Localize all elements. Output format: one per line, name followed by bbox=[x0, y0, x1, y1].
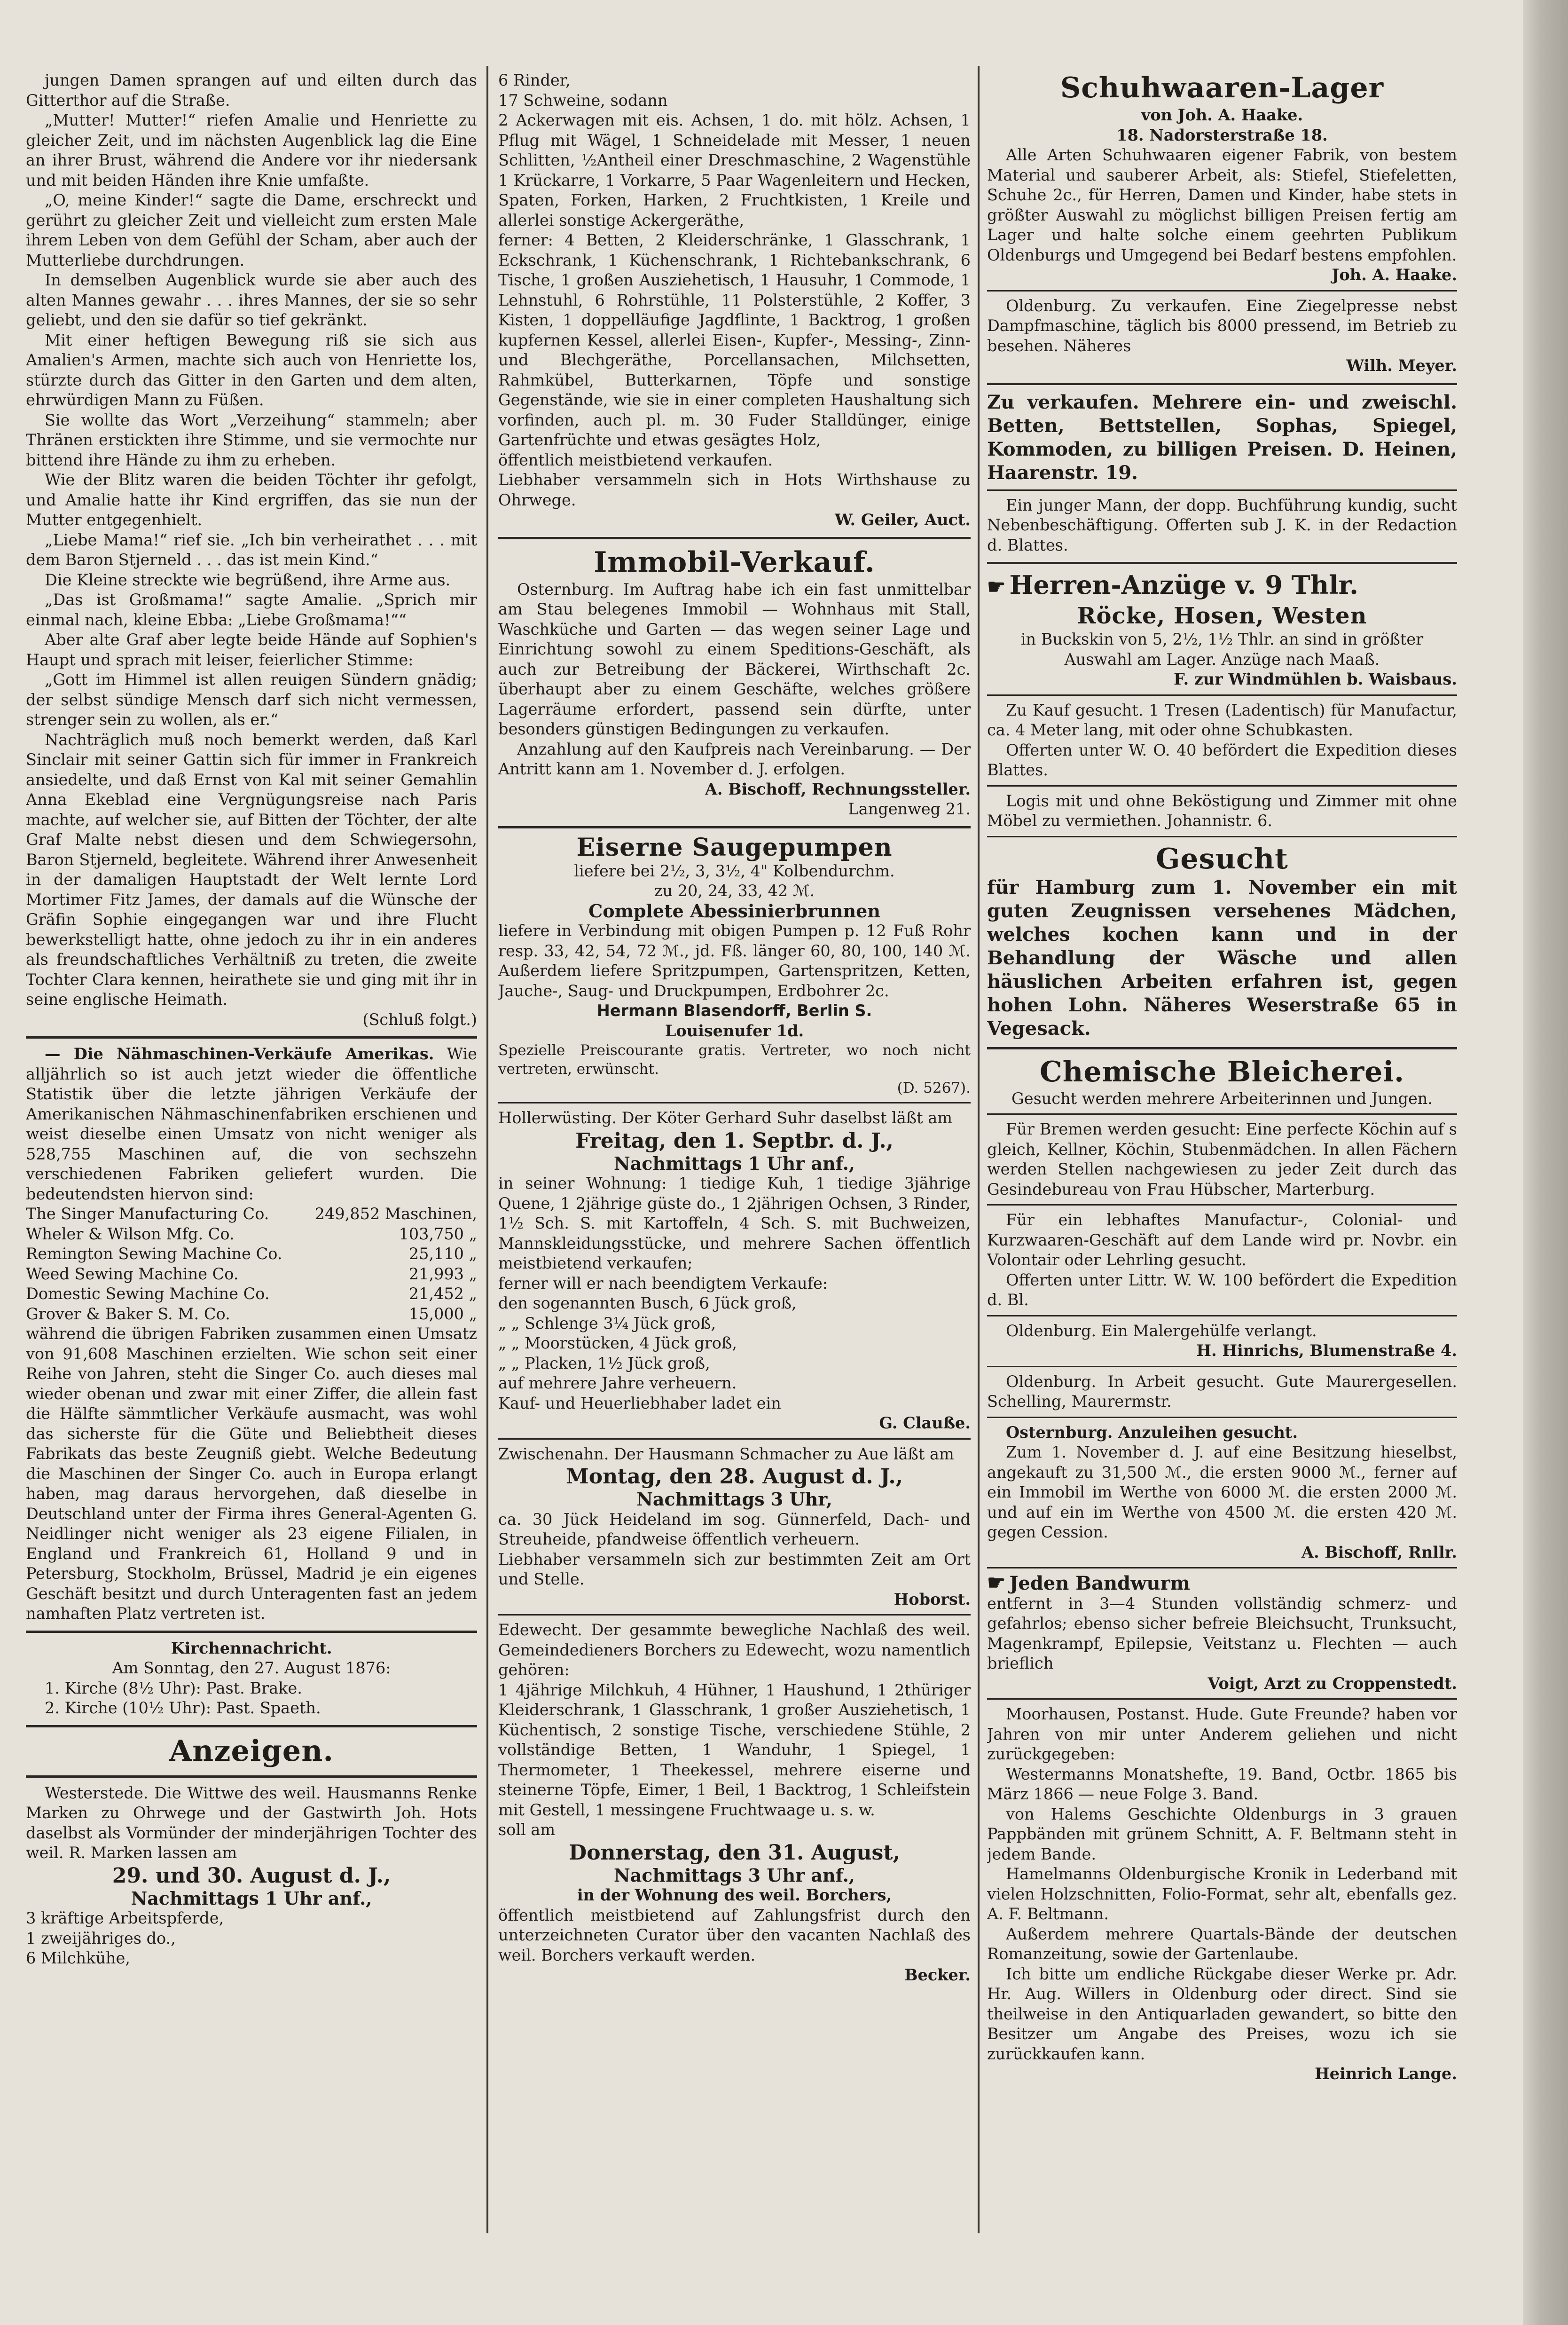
hollerwuesting-items: in seiner Wohnung: 1 tiedige Kuh, 1 tiedige 3jährige Quene, 1 2jährige güste do., 1 2jährigen Ochsen, 3 Rinder, 1½ Sch. S. mit Kartoffeln, 4 Sch. S. mit Buchweizen, Mannskleidungsstücke, und mehrere Sachen öffentlich meistbietend verkaufen; ferner will er nach beendigtem Verkaufe: den sogenannten Busch, 6 Jück groß, „ „ Schlenge 3¼ Jück groß, „ „ Moorstücken, 4 Jück groß, „ „ Placken, 1½ Jück groß, auf mehrere Jahre verheuern. Kauf- und Heuerliebhaber ladet ein bbox=[498, 1174, 971, 1412]
bandwurm-text: entfernt in 3—4 Stunden vollständig schmerz- und gefahrlos; ebenso sicher befreie Bleichsucht, Trunksucht, Magenkrampf, Epilepsie, Veitstanz u. Flechten — auch brieflich bbox=[987, 1594, 1457, 1672]
edewecht-text: Edewecht. Der gesammte bewegliche Nachlaß des weil. Gemeindedieners Borchers zu Edewecht, wozu namentlich gehören: 1 4jährige Milchkuh, 4 Hühner, 1 Haushund, 1 2thüriger Kleiderschrank, 1 Glasschrank, 1 großer Ausziehetisch, 1 Küchentisch, 2 sonstige Tische, verschiedene Stühle, 2 vollständige Betten, 1 Wanduhr, 1 Spiegel, 1 Thermometer, 1 Theekessel, mehrere eiserne und steinerne Töpfe, Eimer, 1 Beil, 1 Backtrog, 1 Schleifstein mit Gestell, 1 messingene Fruchtwaage u. s. w. soll am bbox=[498, 1621, 971, 1839]
bandwurm-heading bbox=[987, 1573, 1457, 1594]
westerstede-time: Nachmittags 1 Uhr anf., bbox=[131, 1887, 372, 1909]
westerstede-text: Westerstede. Die Wittwe des weil. Hausmanns Renke Marken zu Ohrwege und der Gastwirth Joh. Hots daselbst als Vormünder der minderjährigen Tochter des weil. R. Marken lassen am bbox=[26, 1783, 477, 1862]
hollerwuesting-date: Freitag, den 1. Septbr. d. J., bbox=[575, 1128, 894, 1153]
herren-heading bbox=[987, 570, 1457, 602]
story-text bbox=[26, 71, 477, 1010]
divider bbox=[987, 562, 1457, 564]
haake-signature: Joh. A. Haake. bbox=[1332, 266, 1457, 284]
story-paragraph: Die Kleine streckte wie begrüßend, ihre Arme aus. bbox=[45, 570, 451, 589]
maker-name: Remington Sewing Machine Co. bbox=[26, 1245, 282, 1263]
lange-signature: Heinrich Lange. bbox=[1315, 2065, 1457, 2083]
sewing-table-row bbox=[26, 1244, 477, 1264]
manuf-ad: Für ein lebhaftes Manufactur-, Colonial- und Kurzwaaren-Geschäft auf dem Lande wird pr. Novbr. ein Volontair oder Lehrling gesucht. bbox=[987, 1211, 1457, 1269]
pointing-hand-icon: ☛ bbox=[987, 575, 1006, 599]
machine-count: 21,993 „ bbox=[408, 1264, 477, 1283]
column-2 bbox=[498, 71, 971, 2233]
machine-count: 103,750 „ bbox=[399, 1224, 477, 1243]
church-title: Kirchennachricht. bbox=[171, 1639, 332, 1657]
gesucht-text: für Hamburg zum 1. November ein mit guten Zeugnissen versehenes Mädchen, welches kochen kann und in der Behandlung der Wäsche und allen häuslichen Arbeiten erfahren ist, gegen hohen Lohn. Näheres Weserstraße 65 in Vegesack. bbox=[987, 876, 1457, 1040]
story-end: (Schluß folgt.) bbox=[362, 1010, 477, 1029]
edewecht-time: Nachmittags 3 Uhr anf., bbox=[613, 1864, 855, 1886]
immobil-text: Osternburg. Im Auftrag habe ich ein fast unmittelbar am Stau belegenes Immobil — Wohnhaus mit Stall, Waschküche und Garten — das wegen seiner Lage und Einrichtung sowohl zu einem Speditions-Geschäft, als auch zur Betreibung der Bäckerei, Wirthschaft 2c. überhaupt aber zu einem Geschäfte, welches größere Lagerräume erfordert, passend sein dürfte, unter besonders günstigen Bedingungen zu verkaufen. bbox=[498, 580, 971, 738]
ziegel-text: Oldenburg. Zu verkaufen. Eine Ziegelpresse nebst Dampfmaschine, täglich bis 8000 pressend, im Betrieb zu besehen. Näheres bbox=[987, 296, 1457, 355]
story-paragraph: Nachträglich muß noch bemerkt werden, daß Karl Sinclair mit seiner Gattin sich für immer in Frankreich ansiedelte, und daß Ernst von Kal mit seiner Gemahlin Anna Ekeblad eine Vergnügungsreise nach Paris machte, auf welcher sie, auf Bitten der Töchter, der alte Graf Malte nebst diesen und dem Schwiegersohn, Baron Stjerneld, begleitete. Während ihrer Anwesenheit in der damaligen Hauptstadt der Welt lernte Lord Mortimer Fitz James, der damals auf die Wünsche der Gräfin Sophie eingegangen war und ihre Flucht bewerkstelligt hatte, ohne jedoch zu ihr in ein anderes als freundschaftliches Verhältniß zu treten, die zweite Tochter Clara kennen, heirathete sie und ging mit ihr in seine englische Heimath. bbox=[26, 730, 477, 1009]
gesucht-heading: Gesucht bbox=[1156, 842, 1288, 875]
bischoff-signature: A. Bischoff, Rechnungssteller. bbox=[705, 780, 971, 798]
maker-name: The Singer Manufacturing Co. bbox=[26, 1205, 269, 1223]
divider bbox=[987, 694, 1457, 696]
clausse-signature: G. Clauße. bbox=[879, 1414, 971, 1432]
schuh-address: 18. Nadorsterstraße 18. bbox=[1116, 126, 1328, 144]
sewing-table-row bbox=[26, 1264, 477, 1285]
divider bbox=[987, 836, 1457, 837]
sewing-table-row bbox=[26, 1304, 477, 1324]
divider bbox=[987, 1204, 1457, 1206]
logis-ad: Logis mit und ohne Beköstigung und Zimmer mit ohne Möbel zu vermiethen. Johannistr. 6. bbox=[987, 791, 1457, 830]
auction-item: 1 zweijähriges do., bbox=[26, 1929, 176, 1947]
column-divider bbox=[486, 66, 488, 2233]
pointing-hand-icon: ☛ bbox=[987, 1571, 1006, 1595]
pump-code: (D. 5267). bbox=[897, 1080, 971, 1096]
edewecht-where: in der Wohnung des weil. Borchers, bbox=[577, 1886, 892, 1904]
divider bbox=[498, 537, 971, 539]
sewing-table-row bbox=[26, 1284, 477, 1304]
hoborst-signature: Hoborst. bbox=[894, 1590, 971, 1608]
zwischenahn-items: ca. 30 Jück Heideland im sog. Günnerfeld, Dach- und Streuheide, pfandweise öffentlich verheuern. Liebhaber versammeln sich zur bestimmten Zeit am Ort und Stelle. bbox=[498, 1510, 971, 1588]
divider bbox=[987, 1315, 1457, 1316]
column-divider bbox=[978, 66, 980, 2233]
pump-footer: Spezielle Preiscourante gratis. Vertreter, wo noch nicht vertreten, erwünscht. bbox=[498, 1042, 971, 1078]
immobil-payment: Anzahlung auf den Kaufpreis nach Vereinbarung. — Der Antritt kann am 1. November d. J. erfolgen. bbox=[498, 740, 971, 778]
bischoff2-signature: A. Bischoff, Rnllr. bbox=[1301, 1543, 1457, 1561]
zwischenahn-time: Nachmittags 3 Uhr, bbox=[636, 1489, 832, 1510]
story-paragraph: Aber alte Graf aber legte beide Hände auf Sophien's Haupt und sprach mit leiser, feierlicher Stimme: bbox=[26, 631, 477, 669]
moor-text: Westermanns Monatshefte, 19. Band, Octbr. 1865 bis März 1866 — neue Folge 3. Band. bbox=[987, 1765, 1457, 1803]
story-paragraph: Sie wollte das Wort „Verzeihung“ stammeln; aber Thränen erstickten ihre Stimme, und sie vermochte nur bittend ihre Hände zu ihm zu erheben. bbox=[26, 410, 477, 469]
schuh-von: von Joh. A. Haake. bbox=[1141, 106, 1303, 124]
edewecht-date: Donnerstag, den 31. August, bbox=[569, 1840, 900, 1865]
immobil-heading: Immobil-Verkauf. bbox=[594, 545, 875, 579]
divider bbox=[987, 785, 1457, 787]
divider bbox=[987, 1047, 1457, 1049]
voigt-signature: Voigt, Arzt zu Croppenstedt. bbox=[1207, 1674, 1457, 1693]
bleich-heading: Chemische Bleicherei. bbox=[1039, 1055, 1405, 1088]
kauf-text-2: Offerten unter W. O. 40 befördert die Expedition dieses Blattes. bbox=[987, 741, 1457, 779]
maurer-ad: Oldenburg. In Arbeit gesucht. Gute Maurergesellen. Schelling, Maurermstr. bbox=[987, 1372, 1457, 1411]
manuf-ad-2: Offerten unter Littr. W. W. 100 befördert die Expedition d. Bl. bbox=[987, 1270, 1457, 1309]
column-3 bbox=[987, 71, 1457, 2233]
divider bbox=[987, 489, 1457, 491]
auction-items: 6 Rinder, 17 Schweine, sodann 2 Ackerwagen mit eis. Achsen, 1 do. mit hölz. Achsen, 1 Pflug mit Wägel, 1 Schneidelade mit Messer, 1 neuen Schlitten, ½Antheil einer Dreschmaschine, 2 Wagenstühle 1 Krückarre, 1 Vorkarre, 5 Paar Wagenleitern und Hecken, Spaten, Forken, Harken, 2 Fruchtkisten, 1 Kreile und allerlei sonstige Ackergeräthe, ferner: 4 Betten, 2 Kleiderschränke, 1 Glasschrank, 1 Eckschrank, 1 Küchenschrank, 1 Richtebankschrank, 6 Tische, 1 großen Ausziehetisch, 1 Hausuhr, 1 Commode, 1 Lehnstuhl, 6 Rohrstühle, 11 Polsterstühle, 2 Koffer, 3 Kisten, 1 doppelläufige Jagdflinte, 1 Backtrog, 1 großen kupfernen Kessel, allerlei Eisen-, Kupfer-, Messing-, Zinn- und Blechgeräthe, Porcellansachen, Milchsetten, Rahmkübel, Butterkarnen, Töpfe und sonstige Gegenstände, wie sie in einer completen Haushaltung sich vorfinden, auch pl. m. 30 Fuder Stalldünger, einige Gartenfrüchte und etwas gesägtes Holz, öffentlich meistbietend verkaufen. Liebhaber versammeln sich in Hots Wirthshause zu Ohrwege. bbox=[498, 71, 971, 509]
auction-item: 6 Milchkühe, bbox=[26, 1949, 130, 1967]
story-paragraph: „Das ist Großmama!“ sagte Amalie. „Sprich mir einmal nach, kleine Ebba: „Liebe Großmama!““ bbox=[26, 591, 477, 629]
pump-heading: Eiserne Saugepumpen bbox=[576, 833, 893, 862]
machine-count: 25,110 „ bbox=[408, 1245, 477, 1263]
bandwurm-title: Jeden Bandwurm bbox=[1009, 1572, 1190, 1594]
herren-text: in Buckskin von 5, 2½, 1½ Thlr. an sind in größter Auswahl am Lager. Anzüge nach Maaß. bbox=[1020, 630, 1424, 669]
windmuehlen-signature: F. zur Windmühlen b. Waisbaus. bbox=[1174, 670, 1457, 688]
pump-text: liefere in Verbindung mit obigen Pumpen p. 12 Fuß Rohr resp. 33, 42, 54, 72 ℳ., jd. Fß. länger 60, 80, 100, 140 ℳ. Außerdem liefere Spritzpumpen, Gartenspritzen, Ketten, Jauche-, Saug- und Druckpumpen, Erdbohrer 2c. bbox=[498, 922, 971, 1000]
bischoff-address: Langenweg 21. bbox=[848, 800, 971, 818]
divider bbox=[26, 1775, 477, 1778]
story-paragraph: jungen Damen sprangen auf und eilten durch das Gitterthor auf die Straße. bbox=[26, 71, 477, 110]
sewing-table bbox=[26, 1204, 477, 1324]
anleihe-text: Zum 1. November d. J. auf eine Besitzung hieselbst, angekauft zu 31,500 ℳ., die ersten 9000 ℳ., ferner auf ein Immobil im Werthe von 6000 ℳ. die ersten 2000 ℳ. und auf ein im Werthe von 4500 ℳ. die ersten 420 ℳ. gegen Cession. bbox=[987, 1443, 1457, 1541]
moor-text: Ich bitte um endliche Rückgabe dieser Werke pr. Adr. Hr. Aug. Willers in Oldenburg oder direct. Sind sie theilweise in den Antiquarladen gewandert, so bitte den Besitzer um Angabe des Preises, wozu ich sie zurückkaufen kann. bbox=[987, 1964, 1457, 2063]
story-paragraph: Wie der Blitz waren die beiden Töchter ihr gefolgt, und Amalie hatte ihr Kind ergriffen, das sie nun der Mutter entgegenhielt. bbox=[26, 471, 477, 529]
schuh-heading: Schuhwaaren-Lager bbox=[1060, 71, 1384, 104]
mann-ad: Ein junger Mann, der dopp. Buchführung kundig, sucht Nebenbeschäftigung. Offerten sub J. K. in der Redaction d. Blattes. bbox=[987, 496, 1457, 554]
divider bbox=[987, 1567, 1457, 1568]
herren-title: Herren-Anzüge v. 9 Thlr. bbox=[1009, 570, 1358, 600]
maker-name: Wheler & Wilson Mfg. Co. bbox=[26, 1224, 235, 1243]
maker-name: Grover & Baker S. M. Co. bbox=[26, 1304, 230, 1323]
moor-text: von Halems Geschichte Oldenburgs in 3 grauen Pappbänden mit grünem Schnitt, A. F. Beltmann steht in jedem Bande. bbox=[987, 1805, 1457, 1863]
hinrichs-signature: H. Hinrichs, Blumenstraße 4. bbox=[1196, 1341, 1457, 1360]
pump-subheading: Complete Abessinierbrunnen bbox=[588, 900, 880, 922]
hollerwuesting-time: Nachmittags 1 Uhr anf., bbox=[613, 1152, 855, 1174]
zwischenahn-text: Zwischenahn. Der Hausmann Schmacher zu Aue läßt am bbox=[498, 1444, 954, 1463]
church-line: 2. Kirche (10½ Uhr): Past. Spaeth. bbox=[45, 1699, 321, 1717]
church-date: Am Sonntag, den 27. August 1876: bbox=[112, 1659, 391, 1677]
sewing-title: — Die Nähmaschinen-Verkäufe Amerikas. bbox=[45, 1045, 434, 1063]
meyer-signature: Wilh. Meyer. bbox=[1346, 356, 1457, 375]
herren-subheading: Röcke, Hosen, Westen bbox=[1077, 603, 1367, 629]
westerstede-date: 29. und 30. August d. J., bbox=[112, 1863, 391, 1888]
auction-item: 3 kräftige Arbeitspferde, bbox=[26, 1909, 224, 1927]
kauf-text: Zu Kauf gesucht. 1 Tresen (Ladentisch) für Manufactur, ca. 4 Meter lang, mit oder ohne Schubkasten. bbox=[987, 701, 1457, 739]
zwischenahn-date: Montag, den 28. August d. J., bbox=[566, 1465, 903, 1489]
machine-count: 21,452 „ bbox=[408, 1285, 477, 1303]
divider bbox=[26, 1725, 477, 1727]
hollerwuesting-text: Hollerwüsting. Der Köter Gerhard Suhr daselbst läßt am bbox=[498, 1109, 953, 1127]
luisenufer: Louisenufer 1d. bbox=[665, 1021, 804, 1040]
church-line: 1. Kirche (8½ Uhr): Past. Brake. bbox=[45, 1679, 302, 1697]
sewing-table-row bbox=[26, 1224, 477, 1245]
betten-ad: Zu verkaufen. Mehrere ein- und zweischl. Betten, Bettstellen, Sophas, Spiegel, Kommoden, zu billigen Preisen. D. Heinen, Haarenstr. 19. bbox=[987, 391, 1457, 484]
story-paragraph: Mit einer heftigen Bewegung riß sie sich aus Amalien's Armen, machte sich auch von Henriette los, stürzte durch das Gitter in den Garten und dem alten, ehrwürdigen Mann zu Füßen. bbox=[26, 331, 477, 409]
anzeigen-heading: Anzeigen. bbox=[169, 1733, 334, 1768]
story-paragraph: „Liebe Mama!“ rief sie. „Ich bin verheirathet . . . mit dem Baron Stjerneld . . . das ist mein Kind.“ bbox=[26, 530, 477, 569]
story-paragraph: „Gott im Himmel ist allen reuigen Sündern gnädig; der selbst sündige Mensch darf sich nicht vermessen, strenger sein zu wollen, als er.“ bbox=[26, 670, 477, 729]
divider bbox=[987, 383, 1457, 385]
sewing-text: Wie alljährlich so ist auch jetzt wieder die öffentliche Statistik über die letzte jährigen Verkäufe der Amerikanischen Nähmaschinenfabriken erschienen und weist dieselbe einen Umsatz von nicht weniger als 528,755 Maschinen auf, die von sechszehn verschiedenen Fabriken geliefert wurden. Die bedeutendsten hiervon sind: bbox=[26, 1045, 477, 1203]
story-paragraph: „O, meine Kinder!“ sagte die Dame, erschreckt und gerührt zu gleicher Zeit und vielleicht zum ersten Male ihrem Leben von dem Gefühl der Scham, aber auch der Mutterliebe durchdrungen. bbox=[26, 191, 477, 269]
divider bbox=[987, 290, 1457, 292]
becker-signature: Becker. bbox=[904, 1966, 971, 1984]
divider bbox=[498, 1614, 971, 1616]
divider bbox=[498, 826, 971, 828]
maker-name: Weed Sewing Machine Co. bbox=[26, 1264, 239, 1283]
divider bbox=[498, 1102, 971, 1103]
book-spine bbox=[1523, 0, 1568, 2325]
anleihe-title: Osternburg. Anzuleihen gesucht. bbox=[1006, 1423, 1298, 1442]
story-paragraph: In demselben Augenblick wurde sie aber auch des alten Mannes gewahr . . . ihres Mannes, der sie so sehr geliebt, und den sie dafür so tief gekränkt. bbox=[26, 271, 477, 329]
maker-name: Domestic Sewing Machine Co. bbox=[26, 1285, 270, 1303]
moor-text: Moorhausen, Postanst. Hude. Gute Freunde? haben vor Jahren von mir unter Anderem geliehen und nicht zurückgegeben: bbox=[987, 1705, 1457, 1763]
sewing-article bbox=[26, 1044, 477, 1204]
machine-count: 249,852 Maschinen, bbox=[314, 1205, 477, 1223]
divider bbox=[987, 1113, 1457, 1115]
moor-text: Hamelmanns Oldenburgische Kronik in Lederband mit vielen Holzschnitten, Folio-Format, sehr alt, ebenfalls gez. A. F. Beltmann. bbox=[987, 1865, 1457, 1923]
divider bbox=[26, 1631, 477, 1633]
edewecht-text-2: öffentlich meistbietend auf Zahlungsfrist durch den unterzeichneten Curator über den vacanten Nachlaß des weil. Borchers verkauft werden. bbox=[498, 1906, 971, 1964]
bremen-ad: Für Bremen werden gesucht: Eine perfecte Köchin auf s gleich, Kellner, Köchin, Stubenmädchen. In allen Fächern werden Stellen nachgewiesen zu jeder Zeit durch das Gesindebureau von Frau Hübscher, Marterburg. bbox=[987, 1120, 1457, 1198]
bleich-text: Gesucht werden mehrere Arbeiterinnen und Jungen. bbox=[1011, 1089, 1433, 1108]
machine-count: 15,000 „ bbox=[408, 1304, 477, 1323]
divider bbox=[26, 1036, 477, 1039]
divider bbox=[987, 1698, 1457, 1700]
geiler-signature: W. Geiler, Auct. bbox=[835, 511, 971, 529]
story-paragraph: „Mutter! Mutter!“ riefen Amalie und Henriette zu gleicher Zeit, und im nächsten Augenblick lag die Eine an ihrer Brust, während die Andere vor ihr niedersank und mit beiden Händen ihre Knie umfaßte. bbox=[26, 111, 477, 189]
schuh-text: Alle Arten Schuhwaaren eigener Fabrik, von bestem Material und sauberer Arbeit, als: Stiefel, Stiefeletten, Schuhe 2c., für Herren, Damen und Kinder, habe stets in größter Auswahl zu möglichst billigen Preisen fertig am Lager und halte solche einem geehrten Publikum Oldenburgs und Umgegend bei Bedarf bestens empfohlen. bbox=[987, 146, 1457, 264]
westerstede-items bbox=[26, 1908, 477, 1969]
pump-line: liefere bei 2½, 3, 3½, 4" Kolbendurchm. bbox=[574, 861, 895, 880]
sewing-text-2: während die übrigen Fabriken zusammen einen Umsatz von 91,608 Maschinen erzielten. Wie schon seit einer Reihe von Jahren, steht die Singer Co. auch dieses mal wieder obenan und zwar mit einer Ziffer, die allein fast die Hälfte sämmtlicher Verkäufe ausmacht, was wohl das sicherste für die Güte und Beliebtheit dieses Fabrikats das beste Zeugniß giebt. Welche Bedeutung die Maschinen der Singer Co. auch in Europa erlangt haben, mag daraus hervorgehen, daß dieselbe in Deutschland unter der Firma ihres General-Agenten G. Neidlinger nicht weniger als 23 eigene Filialen, in England und Frankreich 61, Holland 9 und in Petersburg, Stockholm, Brüssel, Madrid je ein eigenes Geschäft besitzt und durch Unteragenten fast an jedem namhaften Platz vertreten ist. bbox=[26, 1324, 477, 1623]
moor-text: Außerdem mehrere Quartals-Bände der deutschen Romanzeitung, sowie der Gartenlaube. bbox=[987, 1924, 1457, 1963]
divider bbox=[498, 1438, 971, 1440]
sewing-table-row bbox=[26, 1204, 477, 1224]
divider bbox=[987, 1366, 1457, 1367]
maler-ad: Oldenburg. Ein Malergehülfe verlangt. bbox=[1006, 1321, 1317, 1340]
column-1 bbox=[26, 71, 477, 2233]
divider bbox=[987, 1417, 1457, 1418]
pump-line: zu 20, 24, 33, 42 ℳ. bbox=[654, 882, 815, 900]
blasendorff: Hermann Blasendorff, Berlin S. bbox=[596, 1001, 872, 1020]
